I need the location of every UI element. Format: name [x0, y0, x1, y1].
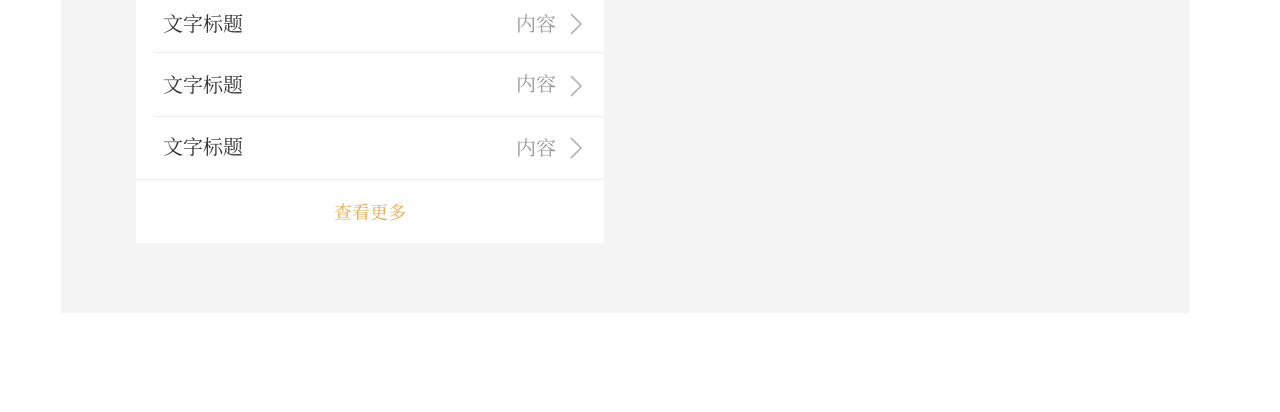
list-item[interactable]: [136, 53, 604, 116]
chevron-right-icon: [568, 74, 584, 98]
list-item-value: 内容: [516, 72, 556, 96]
list-item-value: 内容: [516, 136, 556, 160]
chevron-right-icon: [568, 12, 584, 36]
list-item[interactable]: [136, 0, 604, 52]
view-more-link[interactable]: [136, 180, 604, 243]
list-item-title: 文字标题: [163, 73, 243, 97]
chevron-right-icon: [568, 136, 584, 160]
list-item-title: 文字标题: [163, 12, 243, 36]
list-item-value: 内容: [516, 12, 556, 36]
view-more-label: 查看更多: [334, 202, 406, 224]
list-item[interactable]: [136, 117, 604, 179]
list-card: [136, 0, 604, 243]
list-item-title: 文字标题: [163, 135, 243, 159]
